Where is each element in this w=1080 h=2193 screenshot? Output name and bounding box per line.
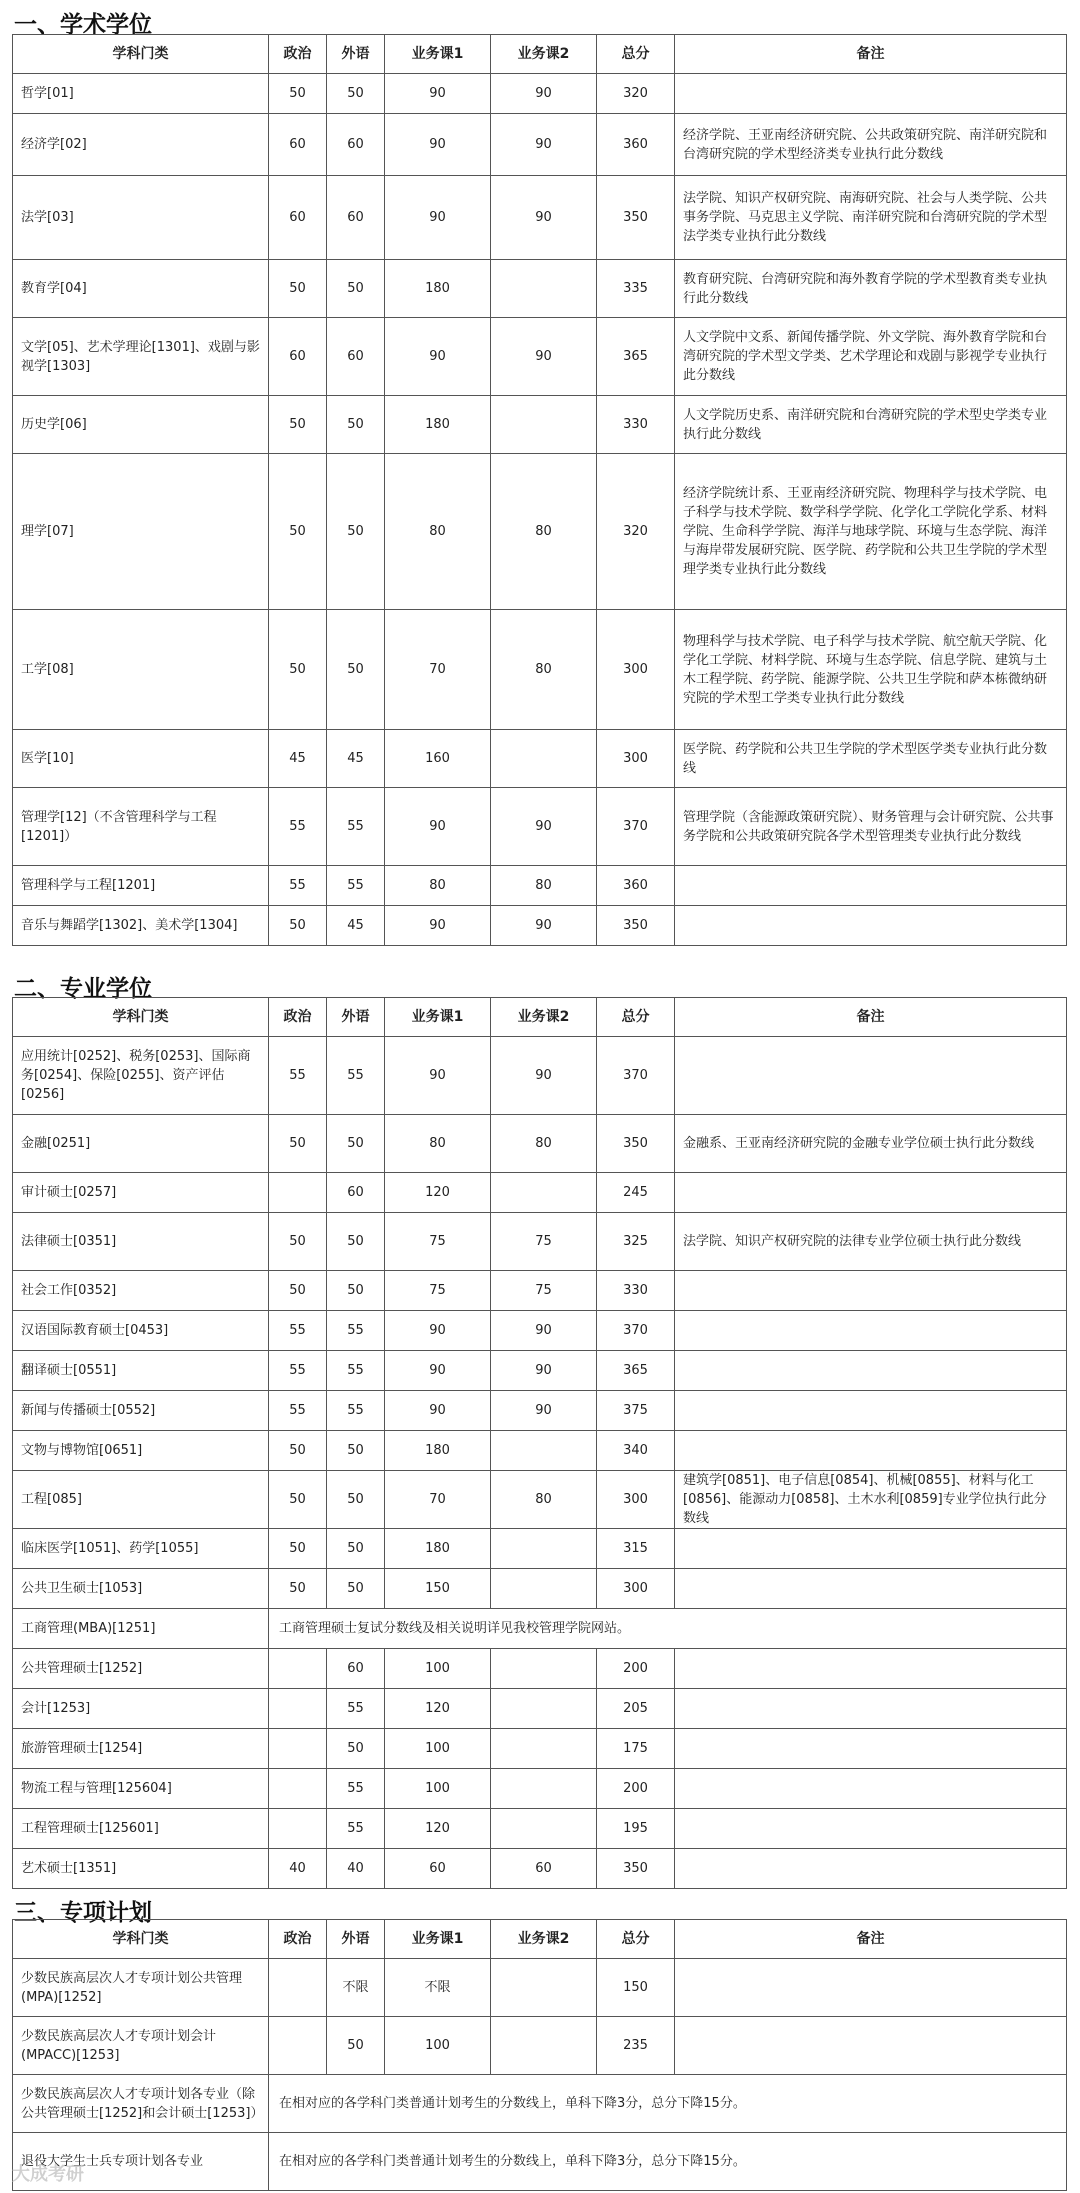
score-cell: 100 [385,1649,491,1689]
subject-cell: 审计硕士[0257] [13,1173,269,1213]
total-score-cell: 340 [597,1431,675,1471]
column-header: 总分 [597,35,675,74]
column-header: 学科门类 [13,1920,269,1959]
score-cell: 50 [269,454,327,610]
table-row [13,1431,1067,1471]
subject-cell: 文学[05]、艺术学理论[1301]、戏剧与影视学[1303] [13,318,269,396]
score-cell: 60 [327,318,385,396]
total-score-cell: 330 [597,396,675,454]
remark-cell: 金融系、王亚南经济研究院的金融专业学位硕士执行此分数线 [675,1115,1067,1173]
total-score-cell: 370 [597,1037,675,1115]
score-cell: 50 [327,1529,385,1569]
column-header: 外语 [327,998,385,1037]
score-cell [491,1431,597,1471]
total-score-cell: 370 [597,788,675,866]
score-cell [491,1959,597,2017]
table-row [13,788,1067,866]
score-cell: 90 [385,176,491,260]
table-row [13,2017,1067,2075]
score-cell: 80 [491,1115,597,1173]
subject-cell: 公共卫生硕士[1053] [13,1569,269,1609]
score-cell: 45 [327,906,385,946]
column-header: 业务课1 [385,35,491,74]
score-cell: 50 [327,610,385,730]
subject-cell: 音乐与舞蹈学[1302]、美术学[1304] [13,906,269,946]
score-cell: 75 [491,1271,597,1311]
total-score-cell: 350 [597,1115,675,1173]
section-title-professional: 二、专业学位 [14,976,152,1002]
remark-cell [675,1037,1067,1115]
score-cell: 70 [385,610,491,730]
table-row [13,1569,1067,1609]
table-row [13,1037,1067,1115]
score-cell: 90 [491,114,597,176]
total-score-cell: 350 [597,1849,675,1889]
score-cell [491,1689,597,1729]
subject-cell: 新闻与传播硕士[0552] [13,1391,269,1431]
total-score-cell: 350 [597,176,675,260]
score-cell [269,1809,327,1849]
score-cell: 45 [327,730,385,788]
column-header: 外语 [327,35,385,74]
table-row [13,1729,1067,1769]
score-cell: 55 [327,1391,385,1431]
remark-cell [675,1431,1067,1471]
score-cell: 90 [385,114,491,176]
remark-cell [675,74,1067,114]
table-row [13,610,1067,730]
subject-cell: 退役大学生士兵专项计划各专业 [13,2133,269,2191]
total-score-cell: 360 [597,866,675,906]
total-score-cell: 300 [597,610,675,730]
score-cell: 90 [491,906,597,946]
table-row [13,906,1067,946]
score-cell: 180 [385,260,491,318]
table-row [13,114,1067,176]
score-cell: 180 [385,1431,491,1471]
score-cell: 40 [327,1849,385,1889]
total-score-cell: 370 [597,1311,675,1351]
score-cell: 50 [327,396,385,454]
remark-cell [675,1271,1067,1311]
score-cell [491,396,597,454]
table-row [13,1609,1067,1649]
score-cell: 120 [385,1689,491,1729]
score-cell: 50 [327,1115,385,1173]
subject-cell: 金融[0251] [13,1115,269,1173]
subject-cell: 工程管理硕士[125601] [13,1809,269,1849]
total-score-cell: 375 [597,1391,675,1431]
score-cell: 90 [385,788,491,866]
remark-cell [675,1649,1067,1689]
total-score-cell: 365 [597,1351,675,1391]
remark-cell [675,1689,1067,1729]
score-cell: 70 [385,1471,491,1529]
total-score-cell: 315 [597,1529,675,1569]
score-cell [491,1529,597,1569]
subject-cell: 教育学[04] [13,260,269,318]
column-header: 业务课2 [491,35,597,74]
subject-cell: 物流工程与管理[125604] [13,1769,269,1809]
total-score-cell: 360 [597,114,675,176]
remark-cell: 教育研究院、台湾研究院和海外教育学院的学术型教育类专业执行此分数线 [675,260,1067,318]
score-cell: 80 [491,1471,597,1529]
remark-cell: 医学院、药学院和公共卫生学院的学术型医学类专业执行此分数线 [675,730,1067,788]
table-row [13,1689,1067,1729]
score-cell: 55 [269,1391,327,1431]
table-row [13,730,1067,788]
total-score-cell: 150 [597,1959,675,2017]
score-cell: 55 [327,866,385,906]
score-cell: 100 [385,2017,491,2075]
subject-cell: 历史学[06] [13,396,269,454]
score-cell: 50 [327,454,385,610]
total-score-cell: 320 [597,74,675,114]
score-cell: 50 [327,1471,385,1529]
total-score-cell: 300 [597,1569,675,1609]
remark-cell: 人文学院历史系、南洋研究院和台湾研究院的学术型史学类专业执行此分数线 [675,396,1067,454]
subject-cell: 文物与博物馆[0651] [13,1431,269,1471]
score-cell: 不限 [327,1959,385,2017]
table-row [13,1391,1067,1431]
merged-note-cell: 在相对应的各学科门类普通计划考生的分数线上，单科下降3分，总分下降15分。 [269,2075,1067,2133]
column-header: 外语 [327,1920,385,1959]
subject-cell: 应用统计[0252]、税务[0253]、国际商务[0254]、保险[0255]、资产评估[0256] [13,1037,269,1115]
subject-cell: 少数民族高层次人才专项计划会计(MPACC)[1253] [13,2017,269,2075]
total-score-cell: 195 [597,1809,675,1849]
remark-cell [675,1769,1067,1809]
remark-cell [675,866,1067,906]
score-cell: 55 [327,1351,385,1391]
merged-note-cell: 在相对应的各学科门类普通计划考生的分数线上，单科下降3分，总分下降15分。 [269,2133,1067,2191]
table-row [13,1959,1067,2017]
remark-cell [675,1809,1067,1849]
score-cell: 50 [269,1271,327,1311]
score-cell: 50 [327,74,385,114]
remark-cell [675,1311,1067,1351]
score-cell: 50 [269,1471,327,1529]
table-row [13,318,1067,396]
subject-cell: 艺术硕士[1351] [13,1849,269,1889]
score-cell: 50 [269,1115,327,1173]
column-header: 总分 [597,998,675,1037]
score-cell: 90 [491,74,597,114]
total-score-cell: 300 [597,730,675,788]
remark-cell: 经济学院统计系、王亚南经济研究院、物理科学与技术学院、电子科学与技术学院、数学科学学院、化学化工学院化学系、材料学院、生命科学学院、海洋与地球学院、环境与生态学院、海洋与海岸带发展研究院、医学院、药学院和公共卫生学院的学术型理学类专业执行此分数线 [675,454,1067,610]
score-cell: 160 [385,730,491,788]
remark-cell [675,1391,1067,1431]
score-cell: 75 [385,1213,491,1271]
score-cell: 55 [269,1351,327,1391]
score-cell: 80 [385,866,491,906]
remark-cell [675,906,1067,946]
remark-cell: 管理学院（含能源政策研究院）、财务管理与会计研究院、公共事务学院和公共政策研究院各学术型管理类专业执行此分数线 [675,788,1067,866]
subject-cell: 公共管理硕士[1252] [13,1649,269,1689]
total-score-cell: 200 [597,1769,675,1809]
score-cell: 75 [385,1271,491,1311]
table-row [13,1115,1067,1173]
score-cell [269,1173,327,1213]
table-header-row [13,35,1067,74]
column-header: 政治 [269,1920,327,1959]
score-cell: 55 [269,866,327,906]
score-cell: 55 [327,1037,385,1115]
table-row [13,1471,1067,1529]
section-title-academic: 一、学术学位 [14,12,152,38]
column-header: 学科门类 [13,998,269,1037]
score-cell: 90 [491,788,597,866]
score-cell: 120 [385,1809,491,1849]
column-header: 备注 [675,1920,1067,1959]
remark-cell: 法学院、知识产权研究院的法律专业学位硕士执行此分数线 [675,1213,1067,1271]
score-cell: 50 [327,1729,385,1769]
remark-cell: 建筑学[0851]、电子信息[0854]、机械[0855]、材料与化工[0856]、能源动力[0858]、土木水利[0859]专业学位执行此分数线 [675,1471,1067,1529]
score-cell [491,260,597,318]
table-row [13,2075,1067,2133]
subject-cell: 工程[085] [13,1471,269,1529]
table-row [13,866,1067,906]
table-row [13,74,1067,114]
column-header: 业务课2 [491,1920,597,1959]
professional-degree-table [12,997,1067,1889]
subject-cell: 管理科学与工程[1201] [13,866,269,906]
score-cell: 50 [269,1213,327,1271]
score-cell [269,1729,327,1769]
score-cell: 90 [491,1391,597,1431]
score-cell [269,1769,327,1809]
score-cell [269,2017,327,2075]
table-row [13,1529,1067,1569]
table-row [13,1271,1067,1311]
score-cell: 180 [385,1529,491,1569]
score-cell: 55 [269,1037,327,1115]
total-score-cell: 235 [597,2017,675,2075]
column-header: 备注 [675,998,1067,1037]
table-row [13,1809,1067,1849]
total-score-cell: 175 [597,1729,675,1769]
total-score-cell: 365 [597,318,675,396]
score-cell: 80 [491,610,597,730]
score-cell [491,1569,597,1609]
column-header: 业务课2 [491,998,597,1037]
subject-cell: 临床医学[1051]、药学[1055] [13,1529,269,1569]
score-cell: 55 [327,788,385,866]
table-row [13,1351,1067,1391]
score-cell: 不限 [385,1959,491,2017]
total-score-cell: 350 [597,906,675,946]
total-score-cell: 320 [597,454,675,610]
score-cell: 55 [327,1689,385,1729]
table-row [13,1311,1067,1351]
score-cell: 90 [385,1311,491,1351]
score-cell: 50 [327,1271,385,1311]
score-cell [491,730,597,788]
score-cell: 50 [327,1213,385,1271]
score-cell [491,1729,597,1769]
score-cell [269,1689,327,1729]
score-cell: 60 [327,114,385,176]
score-cell: 50 [269,1431,327,1471]
score-cell: 60 [491,1849,597,1889]
column-header: 总分 [597,1920,675,1959]
score-cell: 50 [327,1569,385,1609]
remark-cell [675,1849,1067,1889]
remark-cell [675,2017,1067,2075]
score-cell: 90 [385,906,491,946]
score-cell [491,1173,597,1213]
remark-cell: 人文学院中文系、新闻传播学院、外文学院、海外教育学院和台湾研究院的学术型文学类、艺术学理论和戏剧与影视学专业执行此分数线 [675,318,1067,396]
subject-cell: 经济学[02] [13,114,269,176]
subject-cell: 汉语国际教育硕士[0453] [13,1311,269,1351]
subject-cell: 法律硕士[0351] [13,1213,269,1271]
score-cell: 55 [327,1809,385,1849]
total-score-cell: 205 [597,1689,675,1729]
subject-cell: 医学[10] [13,730,269,788]
score-cell: 45 [269,730,327,788]
table-row [13,1769,1067,1809]
score-cell: 55 [269,788,327,866]
score-cell: 90 [385,1391,491,1431]
subject-cell: 管理学[12]（不含管理科学与工程[1201]） [13,788,269,866]
subject-cell: 旅游管理硕士[1254] [13,1729,269,1769]
score-cell: 60 [327,1649,385,1689]
remark-cell [675,1959,1067,2017]
subject-cell: 少数民族高层次人才专项计划公共管理(MPA)[1252] [13,1959,269,2017]
score-cell [491,2017,597,2075]
score-cell [491,1649,597,1689]
score-cell: 80 [385,454,491,610]
score-cell: 50 [269,906,327,946]
table-row [13,1173,1067,1213]
column-header: 政治 [269,998,327,1037]
total-score-cell: 300 [597,1471,675,1529]
score-cell: 60 [269,176,327,260]
total-score-cell: 245 [597,1173,675,1213]
remark-cell: 法学院、知识产权研究院、南海研究院、社会与人类学院、公共事务学院、马克思主义学院、南洋研究院和台湾研究院的学术型法学类专业执行此分数线 [675,176,1067,260]
academic-degree-table [12,34,1067,946]
score-cell: 80 [491,866,597,906]
table-header-row [13,1920,1067,1959]
table-row [13,1649,1067,1689]
score-cell: 40 [269,1849,327,1889]
merged-note-cell: 工商管理硕士复试分数线及相关说明详见我校管理学院网站。 [269,1609,1067,1649]
table-row [13,176,1067,260]
subject-cell: 工学[08] [13,610,269,730]
score-cell [491,1769,597,1809]
remark-cell [675,1351,1067,1391]
score-cell: 90 [491,1037,597,1115]
score-cell: 60 [269,114,327,176]
score-cell: 80 [385,1115,491,1173]
score-cell: 50 [327,260,385,318]
score-cell: 50 [269,1529,327,1569]
subject-cell: 理学[07] [13,454,269,610]
score-cell: 150 [385,1569,491,1609]
watermark-logo: 大成考研 [12,2164,84,2185]
remark-cell [675,1173,1067,1213]
column-header: 政治 [269,35,327,74]
total-score-cell: 335 [597,260,675,318]
remark-cell [675,1529,1067,1569]
subject-cell: 社会工作[0352] [13,1271,269,1311]
subject-cell: 工商管理(MBA)[1251] [13,1609,269,1649]
score-cell [491,1809,597,1849]
total-score-cell: 330 [597,1271,675,1311]
score-cell: 90 [385,318,491,396]
column-header: 业务课1 [385,1920,491,1959]
score-cell: 180 [385,396,491,454]
score-cell: 60 [269,318,327,396]
score-cell [269,1649,327,1689]
score-cell: 50 [327,2017,385,2075]
table-row [13,1849,1067,1889]
remark-cell: 经济学院、王亚南经济研究院、公共政策研究院、南洋研究院和台湾研究院的学术型经济类专业执行此分数线 [675,114,1067,176]
score-cell: 50 [269,396,327,454]
score-cell: 75 [491,1213,597,1271]
score-cell: 90 [385,1351,491,1391]
table-header-row [13,998,1067,1037]
score-cell: 90 [385,1037,491,1115]
table-row [13,1213,1067,1271]
section-title-special-plan: 三、专项计划 [14,1900,152,1926]
column-header: 备注 [675,35,1067,74]
score-cell: 55 [327,1769,385,1809]
score-cell: 60 [385,1849,491,1889]
column-header: 业务课1 [385,998,491,1037]
score-cell: 90 [491,1351,597,1391]
remark-cell: 物理科学与技术学院、电子科学与技术学院、航空航天学院、化学化工学院、材料学院、环境与生态学院、信息学院、建筑与土木工程学院、药学院、能源学院、公共卫生学院和萨本栋微纳研究院的学术型工学类专业执行此分数线 [675,610,1067,730]
score-cell: 50 [269,1569,327,1609]
score-cell: 100 [385,1769,491,1809]
special-plan-table [12,1919,1067,2191]
remark-cell [675,1729,1067,1769]
table-row [13,454,1067,610]
remark-cell [675,1569,1067,1609]
score-cell: 90 [491,1311,597,1351]
score-cell: 90 [491,176,597,260]
score-cell: 55 [327,1311,385,1351]
subject-cell: 哲学[01] [13,74,269,114]
score-cell: 100 [385,1729,491,1769]
score-cell: 50 [269,74,327,114]
score-cell: 50 [269,610,327,730]
score-cell: 60 [327,1173,385,1213]
score-cell: 90 [491,318,597,396]
score-cell: 90 [385,74,491,114]
table-row [13,2133,1067,2191]
score-cell: 120 [385,1173,491,1213]
score-cell: 60 [327,176,385,260]
subject-cell: 法学[03] [13,176,269,260]
column-header: 学科门类 [13,35,269,74]
subject-cell: 会计[1253] [13,1689,269,1729]
score-cell: 55 [269,1311,327,1351]
table-row [13,396,1067,454]
subject-cell: 少数民族高层次人才专项计划各专业（除公共管理硕士[1252]和会计硕士[1253]） [13,2075,269,2133]
subject-cell: 翻译硕士[0551] [13,1351,269,1391]
score-cell: 50 [327,1431,385,1471]
total-score-cell: 325 [597,1213,675,1271]
score-cell: 50 [269,260,327,318]
score-cell [269,1959,327,2017]
table-row [13,260,1067,318]
total-score-cell: 200 [597,1649,675,1689]
score-cell: 80 [491,454,597,610]
